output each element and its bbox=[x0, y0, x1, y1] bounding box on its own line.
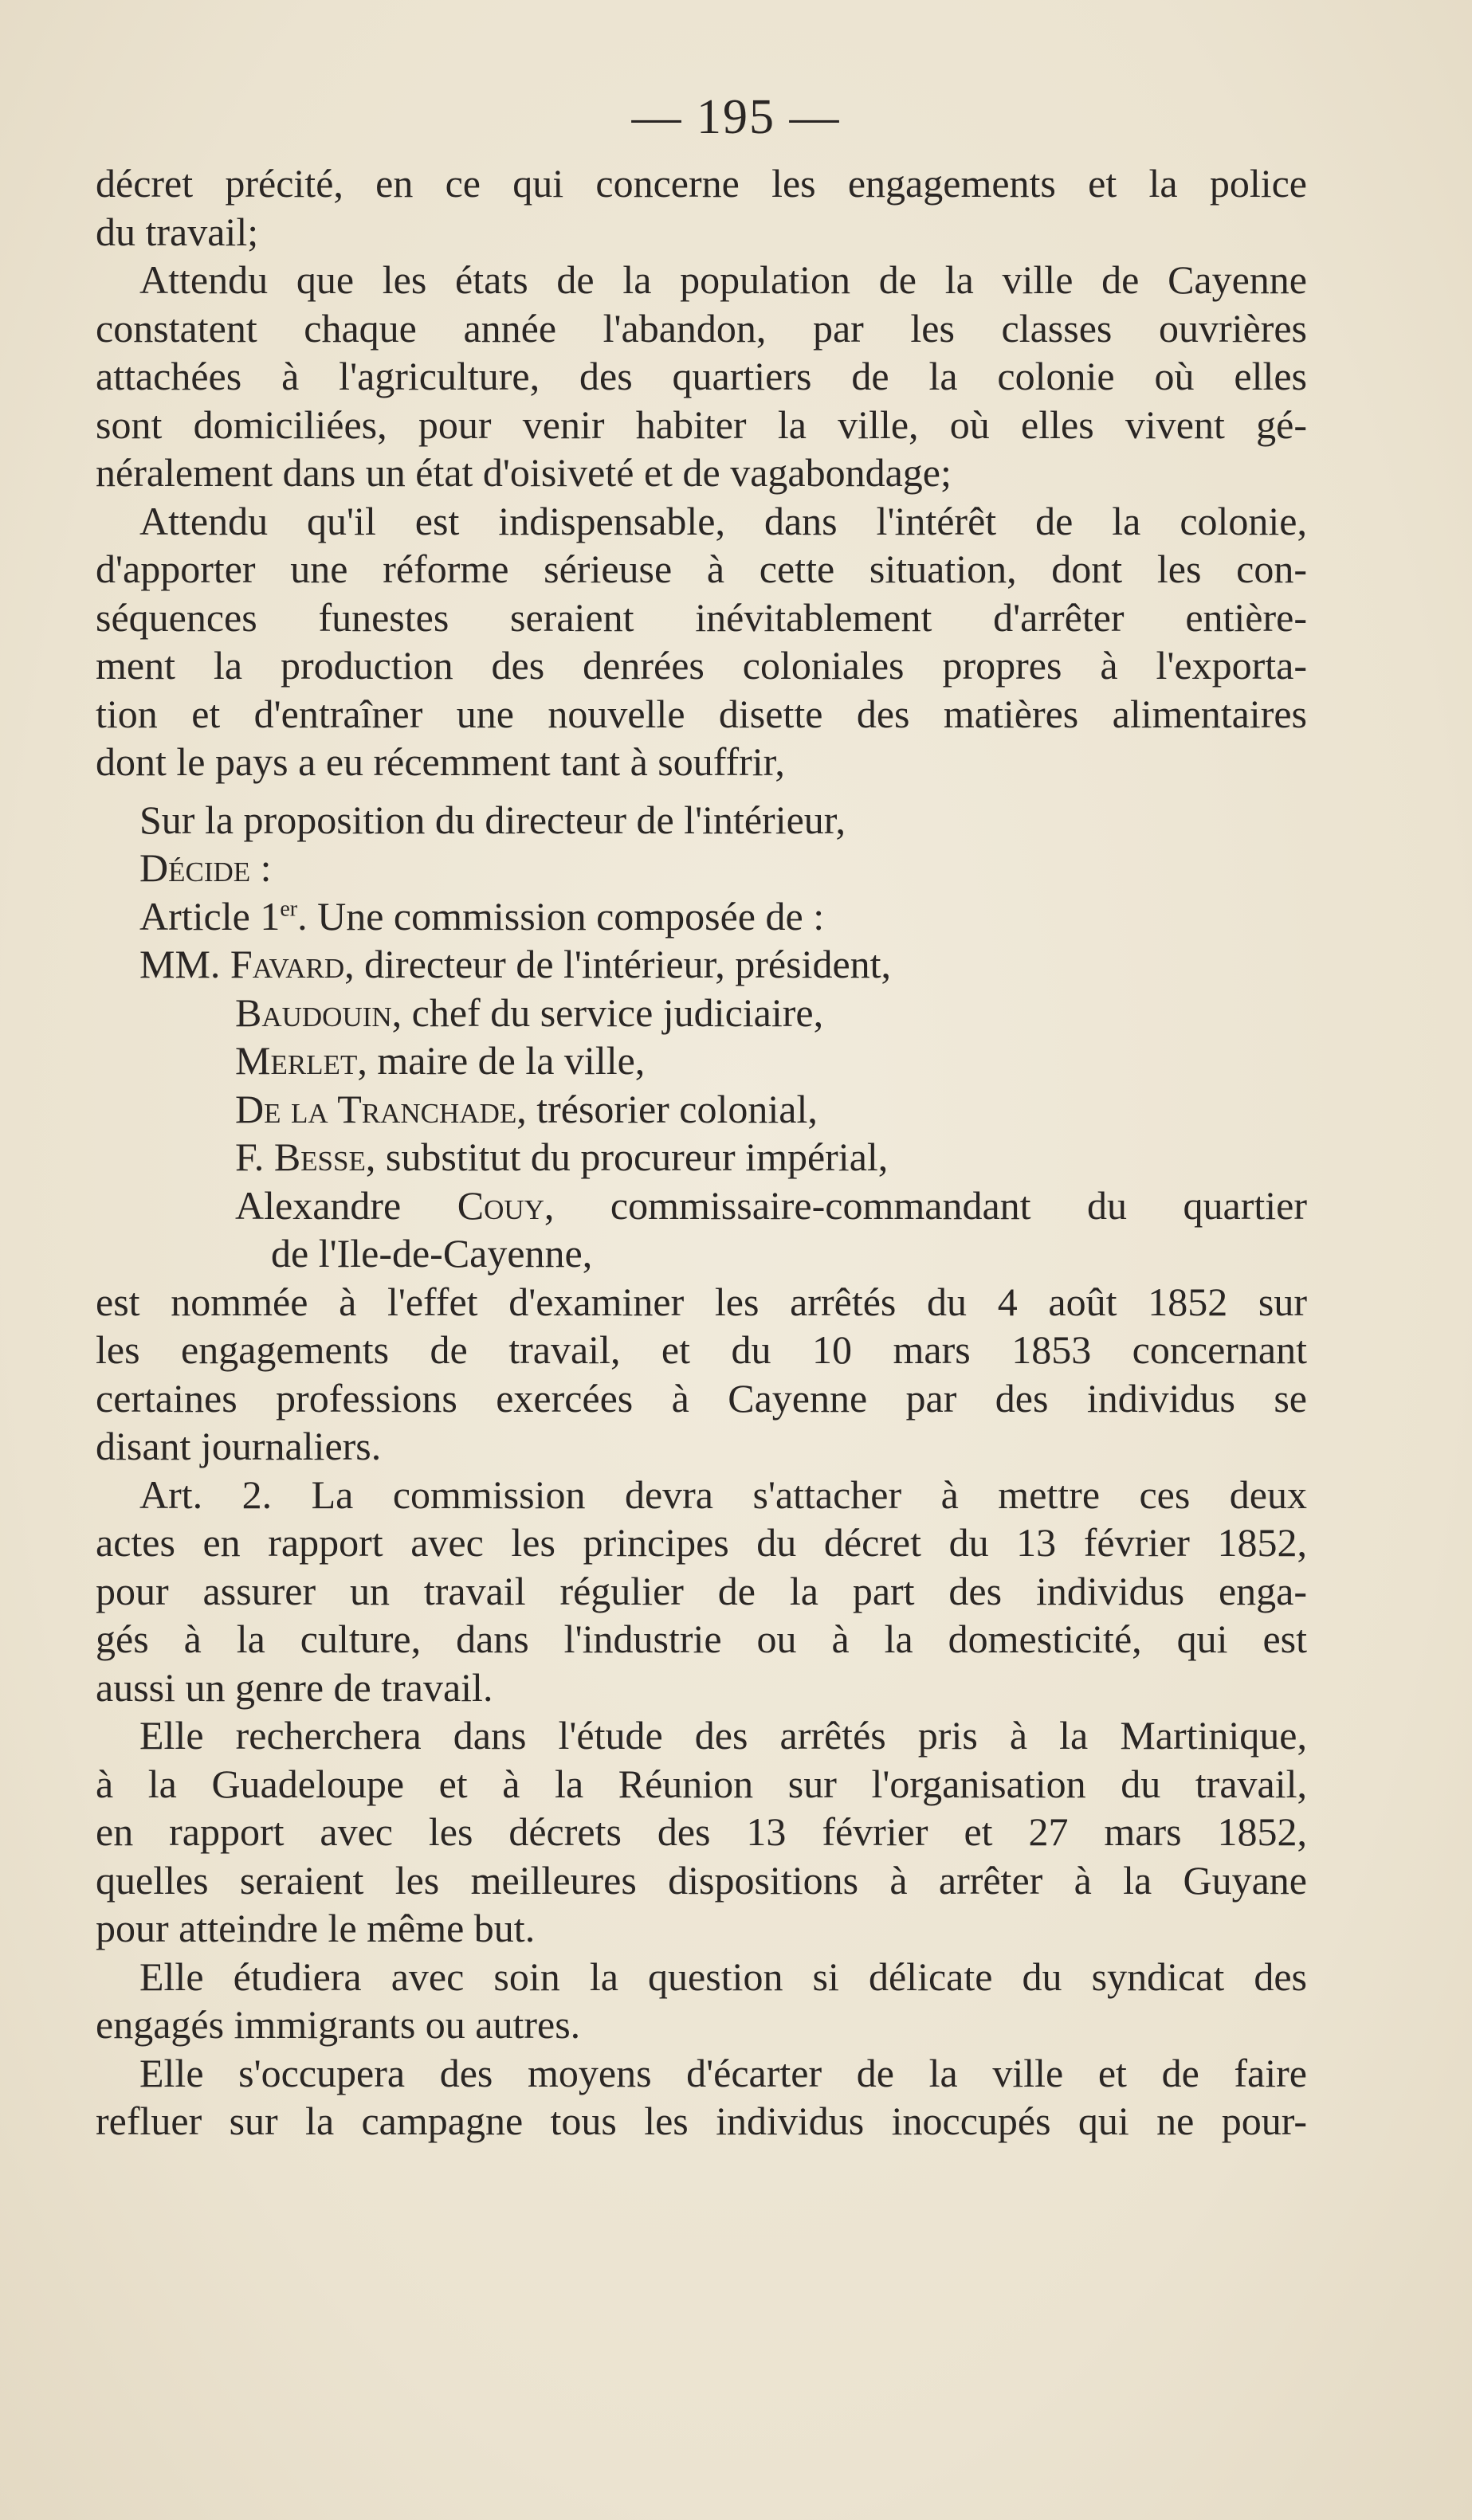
text-line: décret précité, en ce qui concerne les engagements et la police bbox=[96, 161, 1307, 206]
text-line: quelles seraient les meilleures dispositions à arrêter à la Guyane bbox=[96, 1857, 1307, 1903]
member-name: Favard bbox=[230, 942, 345, 986]
member-name: De la Tranchade bbox=[235, 1086, 517, 1131]
text-line: constatent chaque année l'abandon, par les classes ouvrières bbox=[96, 305, 1307, 351]
text-line: sont domiciliées, pour venir habiter la ville, où elles vivent gé- bbox=[96, 402, 1307, 447]
member-prefix: MM. bbox=[139, 942, 230, 986]
text-line: Attendu qu'il est indispensable, dans l'intérêt de la colonie, bbox=[139, 498, 1307, 543]
member-line bbox=[96, 940, 1307, 989]
text-line: Attendu que les états de la population de la ville de Cayenne bbox=[139, 257, 1307, 302]
text-line: Elle s'occupera des moyens d'écarter de la ville et de faire bbox=[139, 2050, 1307, 2095]
member-line bbox=[96, 1085, 1307, 1134]
text-line: tion et d'entraîner une nouvelle disette des matières alimentaires bbox=[96, 691, 1307, 736]
paragraph-attendu-reforme bbox=[96, 497, 1307, 786]
member-continuation: de l'Ile-de-Cayenne, bbox=[271, 1231, 593, 1276]
member-role: , directeur de l'intérieur, président, bbox=[344, 942, 892, 986]
paragraph-nommee bbox=[96, 1278, 1307, 1471]
text-line: pour assurer un travail régulier de la part des individus enga- bbox=[96, 1568, 1307, 1613]
member-role: , commissaire-commandant du quartier bbox=[544, 1182, 1307, 1228]
text-line: Elle recherchera dans l'étude des arrêtés pris à la Martinique, bbox=[139, 1713, 1307, 1758]
member-prefix: Alexandre bbox=[235, 1182, 457, 1228]
text-line: d'apporter une réforme sérieuse à cette situation, dont les con- bbox=[96, 547, 1307, 591]
member-name: Baudouin bbox=[235, 990, 392, 1035]
text-line: est nommée à l'effet d'examiner les arrêtés du 4 août 1852 sur bbox=[96, 1279, 1307, 1324]
member-name: Couy bbox=[457, 1182, 544, 1228]
text-line: gés à la culture, dans l'industrie ou à la domesticité, qui est bbox=[96, 1617, 1307, 1661]
paragraph-etudiera bbox=[96, 1953, 1307, 2049]
proposition-line: Sur la proposition du directeur de l'intérieur, bbox=[139, 797, 846, 842]
paragraph-recherchera bbox=[96, 1711, 1307, 1953]
paragraph-attendu-population bbox=[96, 256, 1307, 497]
text-line: les engagements de travail, et du 10 mars 1853 concernant bbox=[96, 1327, 1307, 1372]
member-role: , maire de la ville, bbox=[357, 1038, 646, 1083]
text-line: pour atteindre le même but. bbox=[96, 1906, 536, 1950]
text-line: engagés immigrants ou autres. bbox=[96, 2002, 581, 2047]
decide-heading: Décide : bbox=[139, 845, 272, 890]
page-body bbox=[96, 159, 1307, 2146]
text-line: séquences funestes seraient inévitablement d'arrêter entière- bbox=[96, 594, 1307, 640]
text-line: actes en rapport avec les principes du décret du 13 février 1852, bbox=[96, 1520, 1307, 1565]
text-line: néralement dans un état d'oisiveté et de vagabondage; bbox=[96, 450, 952, 495]
member-prefix: F. bbox=[235, 1135, 274, 1179]
text-line: à la Guadeloupe et à la Réunion sur l'organisation du travail, bbox=[96, 1761, 1307, 1806]
member-line bbox=[96, 1182, 1307, 1230]
text-line: en rapport avec les décrets des 13 février et 27 mars 1852, bbox=[96, 1809, 1307, 1854]
text-line: refluer sur la campagne tous les individus inoccupés qui ne pour- bbox=[96, 2099, 1307, 2143]
member-name: Merlet bbox=[235, 1038, 358, 1083]
paragraph-occupera bbox=[96, 2049, 1307, 2146]
member-line bbox=[96, 1037, 1307, 1085]
text-line: aussi un genre de travail. bbox=[96, 1664, 493, 1710]
paragraph-article-2 bbox=[96, 1471, 1307, 1712]
text-line: disant journaliers. bbox=[96, 1424, 382, 1468]
article-1-line bbox=[96, 892, 1307, 941]
text-line: ment la production des denrées coloniales propres à l'exporta- bbox=[96, 643, 1307, 688]
text-line: attachées à l'agriculture, des quartiers de la colonie où elles bbox=[96, 354, 1307, 398]
text-line: du travail; bbox=[96, 209, 259, 254]
text-line: Elle étudiera avec soin la question si délicate du syndicat des bbox=[139, 1954, 1307, 1999]
article-1-text: . Une commission composée de : bbox=[297, 893, 825, 939]
text-line: Art. 2. La commission devra s'attacher à mettre ces deux bbox=[139, 1472, 1307, 1517]
text-line: dont le pays a eu récemment tant à souffrir, bbox=[96, 739, 785, 784]
member-role: , substitut du procureur impérial, bbox=[365, 1135, 889, 1179]
member-line bbox=[96, 1133, 1307, 1182]
member-line bbox=[96, 989, 1307, 1037]
page-number: — 195 — bbox=[631, 90, 841, 144]
article-1-superscript: er bbox=[280, 896, 298, 921]
article-1-label: Article 1 bbox=[139, 893, 281, 939]
text-line: certaines professions exercées à Cayenne par des individus se bbox=[96, 1375, 1307, 1421]
paragraph-decret bbox=[96, 159, 1307, 256]
member-role: , trésorier colonial, bbox=[516, 1086, 818, 1131]
member-name: Besse bbox=[273, 1135, 366, 1179]
member-role: , chef du service judiciaire, bbox=[391, 990, 824, 1035]
